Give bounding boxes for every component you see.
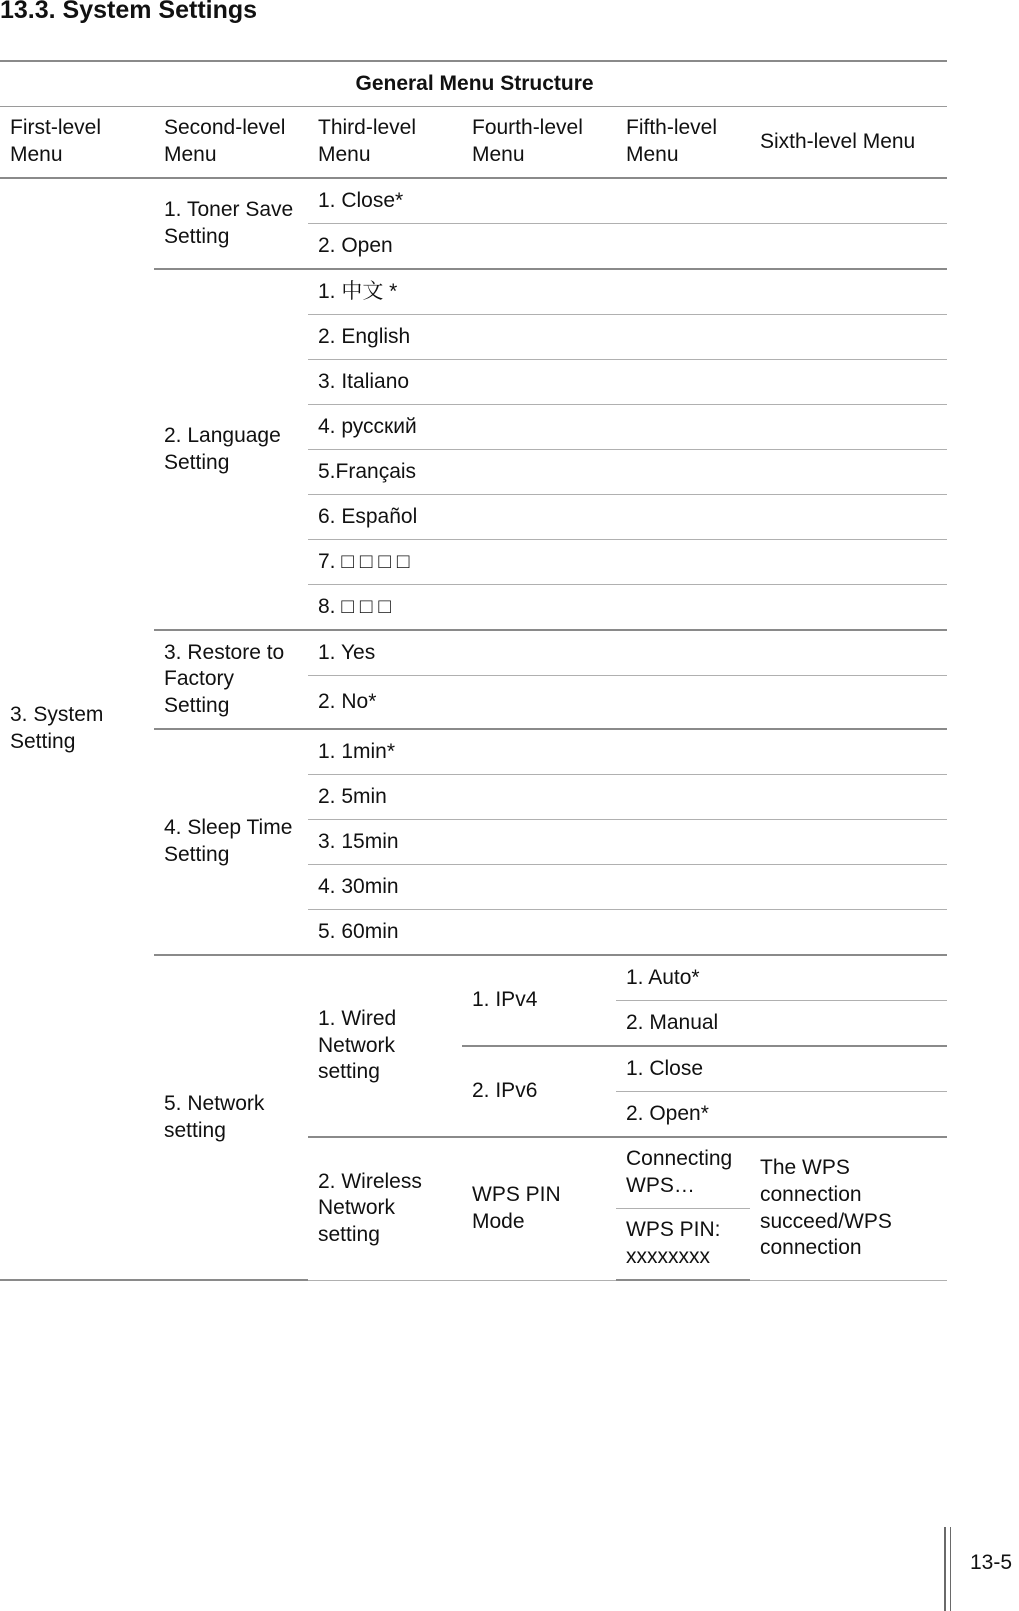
- page-title: 13.3. System Settings: [0, 0, 258, 24]
- language-option: 5.Français: [308, 450, 947, 495]
- language-option: 4. русский: [308, 405, 947, 450]
- toner-option: 2. Open: [308, 224, 947, 270]
- ipv6-setting: 2. IPv6: [462, 1046, 616, 1137]
- restore-option: 2. No*: [308, 676, 947, 730]
- header-fourth-level: Fourth-level Menu: [462, 107, 616, 179]
- header-first-level: First-level Menu: [0, 107, 154, 179]
- language-option: 6. Español: [308, 495, 947, 540]
- toner-option: 1. Close*: [308, 178, 947, 224]
- header-second-level: Second-level Menu: [154, 107, 308, 179]
- menu-structure-table: [0, 60, 947, 1281]
- language-option: 2. English: [308, 315, 947, 360]
- footer-divider: [950, 1527, 951, 1611]
- page-number: 13-5: [970, 1551, 1013, 1574]
- network-setting: 5. Network setting: [154, 955, 308, 1280]
- language-option: 7. □ □ □ □: [308, 540, 947, 585]
- language-option: 1. 中文 *: [308, 269, 947, 315]
- sleep-option: 5. 60min: [308, 910, 947, 956]
- sleep-option: 1. 1min*: [308, 729, 947, 775]
- footer-divider: [944, 1527, 946, 1611]
- wps-result: The WPS connection succeed/WPS connection: [750, 1137, 947, 1280]
- ipv4-setting: 1. IPv4: [462, 955, 616, 1046]
- language-option: 8. □ □ □: [308, 585, 947, 631]
- sleep-time-setting: 4. Sleep Time Setting: [154, 729, 308, 955]
- ipv4-option: 1. Auto*: [616, 955, 947, 1001]
- ipv6-option: 2. Open*: [616, 1092, 947, 1138]
- wps-pin-mode: WPS PIN Mode: [462, 1137, 616, 1280]
- table-caption: General Menu Structure: [0, 61, 947, 107]
- restore-option: 1. Yes: [308, 630, 947, 676]
- restore-factory-setting: 3. Restore to Factory Setting: [154, 630, 308, 729]
- wps-option: Connecting WPS…: [616, 1137, 750, 1209]
- sleep-option: 4. 30min: [308, 865, 947, 910]
- header-third-level: Third-level Menu: [308, 107, 462, 179]
- first-level-system-setting: 3. System Setting: [0, 178, 154, 1280]
- toner-save-setting: 1. Toner Save Setting: [154, 178, 308, 269]
- sleep-option: 3. 15min: [308, 820, 947, 865]
- wireless-network-setting: 2. Wireless Network setting: [308, 1137, 462, 1280]
- ipv6-option: 1. Close: [616, 1046, 947, 1092]
- language-option: 3. Italiano: [308, 360, 947, 405]
- language-setting: 2. Language Setting: [154, 269, 308, 630]
- header-sixth-level: Sixth-level Menu: [750, 107, 947, 179]
- wired-network-setting: 1. Wired Network setting: [308, 955, 462, 1137]
- ipv4-option: 2. Manual: [616, 1001, 947, 1047]
- header-fifth-level: Fifth-level Menu: [616, 107, 750, 179]
- sleep-option: 2. 5min: [308, 775, 947, 820]
- wps-option: WPS PIN: xxxxxxxx: [616, 1209, 750, 1281]
